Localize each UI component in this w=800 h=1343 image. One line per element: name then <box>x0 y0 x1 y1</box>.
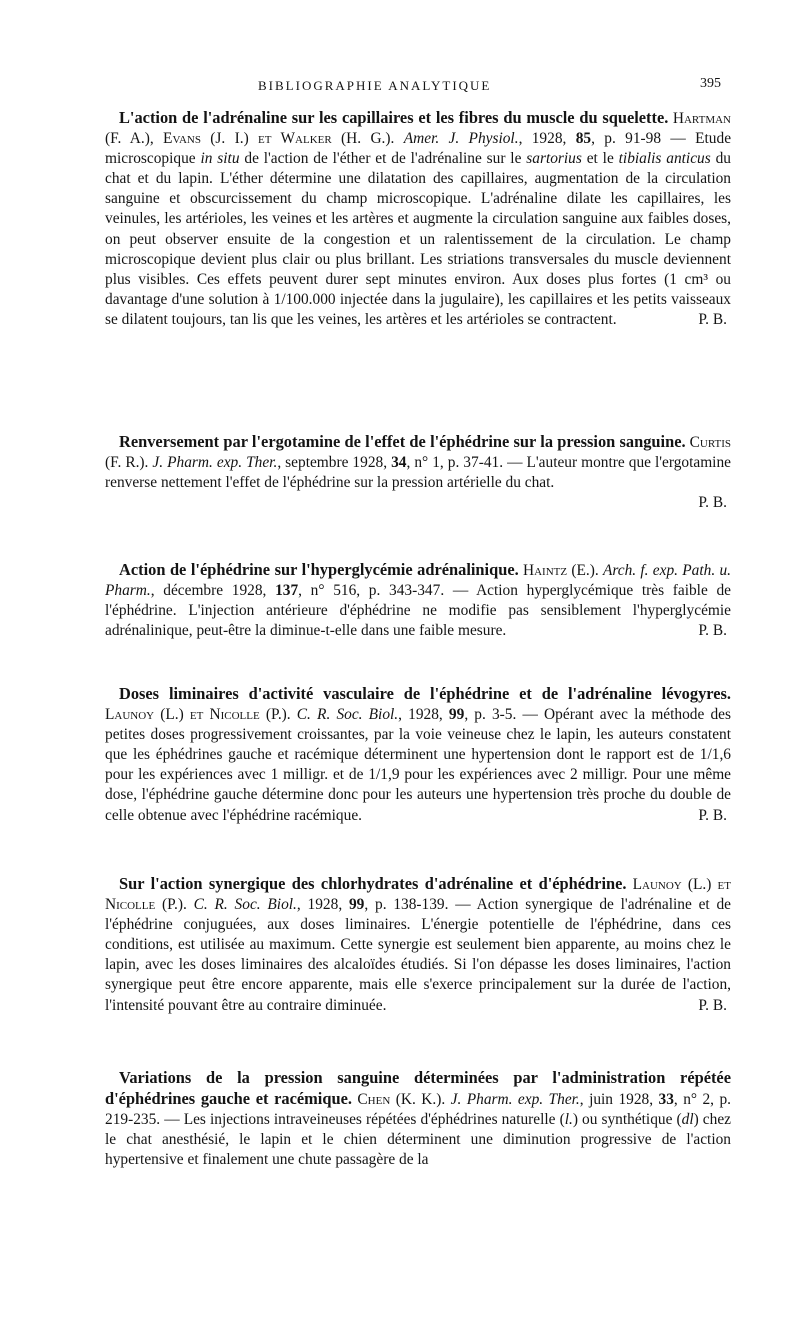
page-number: 395 <box>700 76 721 91</box>
entry-title: Action de l'éphédrine sur l'hyperglycémie adrénalinique. <box>119 560 519 579</box>
entry-journal: C. R. Soc. Biol. <box>296 706 399 724</box>
entry-authors: Launoy (L.) et Nicolle (P.). <box>105 876 731 914</box>
running-head <box>0 0 800 93</box>
entry-signature: P. B. <box>698 622 727 640</box>
abstract-entry <box>105 560 731 641</box>
entry-authors: Curtis (F. R.). <box>105 434 731 472</box>
entry-citation: , décembre 1928, <box>150 582 276 600</box>
entry-citation: , 1928, <box>398 706 449 724</box>
entry-body: Action synergique de l'adrénaline et de l'éphédrine conjuguées, aux doses liminaires. L'énergie potentielle de l'éphédrine, dans ces conditions, est utilisée au maximum. Cette synergie est seulement bien apparente, au moins chez le lapin, avec les doses liminaires des alcaloïdes étudiés. Si l'on dépasse les doses liminaires, l'action synergique peut être encore apparente, mais elle s'exerce principalement sur la durée de l'action, l'intensité pouvant être au contraire diminuée. <box>105 896 731 1014</box>
entry-journal: C. R. Soc. Biol. <box>193 896 297 914</box>
entry-body-italic: tibialis anticus <box>618 150 711 168</box>
entry-body: ) ou synthétique ( <box>572 1111 682 1129</box>
entry-body: Les injections intraveineuses répétées d'éphédrines naturelle ( <box>183 1111 565 1129</box>
entry-body-italic: in situ <box>200 150 240 168</box>
entry-volume: 34 <box>391 454 407 472</box>
abstract-entry <box>105 108 731 330</box>
entry-journal: J. Pharm. exp. Ther. <box>450 1091 580 1109</box>
entry-volume: 137 <box>275 582 299 600</box>
entry-citation: , p. 138-139. <box>364 896 449 914</box>
entry-body: Opérant avec la méthode des petites doses progressivement croissantes, par la voie veineuse chez le lapin, les auteurs constatent que les éphédrines gauche et racémique déterminent une hypertension dont le rapport est de 1/1,6 pour les expériences avec 1 milligr. et de 1/1,9 pour les expériences avec 2 milligr. Pour une même dose, l'éphédrine gauche détermine donc pour les auteurs une hypertension très proche du double de celle obtenue avec l'éphédrine racémique. <box>105 706 731 824</box>
entry-title: Variations de la pression sanguine déterminées par l'administration répétée d'éphédrines gauche et racémique. <box>105 1068 731 1109</box>
entry-authors: Launoy (L.) et Nicolle (P.). <box>105 706 291 724</box>
entry-citation: , septembre 1928, <box>277 454 392 472</box>
entry-volume: 99 <box>348 896 365 914</box>
entry-body-italic: dl <box>681 1111 694 1129</box>
entry-volume: 33 <box>658 1091 674 1109</box>
entry-body: L'auteur montre que l'ergotamine renverse nettement l'effet de l'éphédrine sur la pression artérielle du chat. <box>105 454 731 492</box>
entry-citation: , n° 2, p. 219-235. <box>105 1091 731 1129</box>
entry-signature: P. B. <box>698 806 727 824</box>
entry-signature: P. B. <box>698 494 727 512</box>
entry-body: et le <box>581 150 619 168</box>
entry-body: Action hyperglycémique très faible de l'éphédrine. L'injection antérieure d'éphédrine ne modifie pas sensiblement l'hyperglycémie adrénalinique, peut-être la diminue-t-elle dans une faible mesure. <box>105 582 731 640</box>
entry-body: Etude microscopique <box>105 130 732 168</box>
abstract-entry <box>105 432 731 513</box>
entry-title: Sur l'action synergique des chlorhydrates d'adrénaline et d'éphédrine. <box>119 874 627 893</box>
entry-body: ) chez le chat anesthésié, le lapin et le chien déterminent une diminution progressive de l'action hypertensive et finalement une chute passagère de la <box>105 1111 731 1169</box>
entry-volume: 85 <box>575 130 592 148</box>
entry-signature: P. B. <box>698 310 727 328</box>
entry-citation: , juin 1928, <box>579 1091 659 1109</box>
entry-journal: J. Pharm. exp. Ther. <box>152 454 278 472</box>
entry-citation: , p. 91-98 <box>591 130 662 148</box>
entry-paragraph: Renversement par l'ergotamine de l'effet de l'éphédrine sur la pression sanguine. Curtis (F. R.). J. Pharm. exp. Ther., septembre 1928, 34, n° 1, p. 37-41. — L'auteur montre que l'ergotamine renverse nettement l'effet de l'éphédrine sur la pression artérielle du chat. <box>105 432 731 492</box>
entry-citation: , n° 1, p. 37-41. <box>406 454 504 472</box>
entry-citation: , 1928, <box>518 130 576 148</box>
entry-body-italic: l. <box>564 1111 573 1129</box>
entry-journal: Amer. J. Physiol. <box>403 130 519 148</box>
entry-authors: Haintz (E.). <box>522 562 599 579</box>
entry-body: de l'action de l'éther et de l'adrénaline sur le <box>239 150 527 168</box>
entry-title: L'action de l'adrénaline sur les capillaires et les fibres du muscle du squelette. <box>119 108 669 127</box>
entry-paragraph: Variations de la pression sanguine déterminées par l'administration répétée d'éphédrines gauche et racémique. Chen (K. K.). J. Pharm. exp. Ther., juin 1928, 33, n° 2, p. 219-235. — Les injections intraveineuses répétées d'éphédrines naturelle (l.) ou synthétique (dl) chez le chat anesthésié, le lapin et le chien déterminent une diminution progressive de l'action hypertensive et finalement une chute passagère de la <box>105 1068 731 1169</box>
entry-title: Doses liminaires d'activité vasculaire de l'éphédrine et de l'adrénaline lévogyres. <box>119 684 731 703</box>
entry-citation: , n° 516, p. 343-347. <box>298 582 445 600</box>
entry-paragraph: Doses liminaires d'activité vasculaire de l'éphédrine et de l'adrénaline lévogyres. Launoy (L.) et Nicolle (P.). C. R. Soc. Biol., 1928, 99, p. 3-5. — Opérant avec la méthode des petites doses progressivement croissantes, par la voie veineuse chez le lapin, les auteurs constatent que les éphédrines gauche et racémique déterminent une hypertension dont le rapport est de 1/1,6 pour les expériences avec 1 milligr. et de 1/1,9 pour les expériences avec 2 milligr. Pour une même dose, l'éphédrine gauche détermine donc pour les auteurs une hypertension très proche du double de celle obtenue avec l'éphédrine racémique. P. B. <box>105 684 731 826</box>
entry-paragraph: Action de l'éphédrine sur l'hyperglycémie adrénalinique. Haintz (E.). Arch. f. exp. Path. u. Pharm., décembre 1928, 137, n° 516, p. 343-347. — Action hyperglycémique très faible de l'éphédrine. L'injection antérieure d'éphédrine ne modifie pas sensiblement l'hyperglycémie adrénalinique, peut-être la diminue-t-elle dans une faible mesure. P. B. <box>105 560 731 641</box>
abstract-entry <box>105 1068 731 1170</box>
entry-paragraph: Sur l'action synergique des chlorhydrates d'adrénaline et d'éphédrine. Launoy (L.) et Nicolle (P.). C. R. Soc. Biol., 1928, 99, p. 138-139. — Action synergique de l'adrénaline et de l'éphédrine conjuguées, aux doses liminaires. L'énergie potentielle de l'éphédrine, dans ces conditions, est utilisée au maximum. Cette synergie est seulement bien apparente, au moins chez le lapin, avec les doses liminaires des alcaloïdes étudiés. Si l'on dépasse les doses liminaires, l'action synergique peut être encore apparente, mais elle s'exerce principalement sur la durée de l'action, l'intensité pouvant être au contraire diminuée. P. B. <box>105 874 731 1016</box>
entry-citation: , 1928, <box>296 896 349 914</box>
abstract-entry <box>105 684 731 826</box>
entry-authors: Chen (K. K.). <box>357 1091 446 1109</box>
entry-body-italic: sartorius <box>526 150 582 168</box>
entry-signature: P. B. <box>698 996 727 1014</box>
abstract-entry <box>105 874 731 1016</box>
entry-authors: Hartman (F. A.), Evans (J. I.) et Walker (H. G.). <box>105 110 731 148</box>
entry-journal: Arch. f. exp. Path. u. Pharm. <box>105 562 731 600</box>
entry-paragraph: L'action de l'adrénaline sur les capillaires et les fibres du muscle du squelette. Hartman (F. A.), Evans (J. I.) et Walker (H. G.). Amer. J. Physiol., 1928, 85, p. 91-98 — Etude microscopique in situ de l'action de l'éther et de l'adrénaline sur le sartorius et le tibialis anticus du chat et du lapin. L'éther détermine une dilatation des capillaires, augmentation de la circulation sanguine et obscurcissement du champ microscopique. L'adrénaline dilate les capillaires, les veinules, les artérioles, les veines et les artères et augmente la circulation sanguine aux faibles doses, on peut observer ensuite de la congestion et un ralentissement de la circulation. Le champ microscopique devient plus clair ou plus brillant. Les striations transversales du muscle deviennent plus visibles. Ces effets peuvent durer sept minutes environ. Aux doses plus fortes (1 cm³ ou davantage d'une solution à 1/100.000 injectée dans la jugulaire), les capillaires et les petits vaisseaux se dilatent toujours, tan lis que les veines, les artères et les artérioles se contractent. P. B. <box>105 108 731 330</box>
running-title: BIBLIOGRAPHIE ANALYTIQUE <box>258 78 492 93</box>
entry-title: Renversement par l'ergotamine de l'effet de l'éphédrine sur la pression sanguine. <box>119 432 686 451</box>
entry-volume: 99 <box>448 706 465 724</box>
entry-body: du chat et du lapin. L'éther détermine une dilatation des capillaires, augmentation de la circulation sanguine et obscurcissement du champ microscopique. L'adrénaline dilate les capillaires, les veinules, les artérioles, les veines et les artères et augmente la circulation sanguine aux faibles doses, on peut observer ensuite de la congestion et un ralentissement de la circulation. Le champ microscopique devient plus clair ou plus brillant. Les striations transversales du muscle deviennent plus visibles. Ces effets peuvent durer sept minutes environ. Aux doses plus fortes (1 cm³ ou davantage d'une solution à 1/100.000 injectée dans la jugulaire), les capillaires et les petits vaisseaux se dilatent toujours, tan lis que les veines, les artères et les artérioles se contractent. <box>105 150 731 328</box>
entry-citation: , p. 3-5. <box>464 706 517 724</box>
